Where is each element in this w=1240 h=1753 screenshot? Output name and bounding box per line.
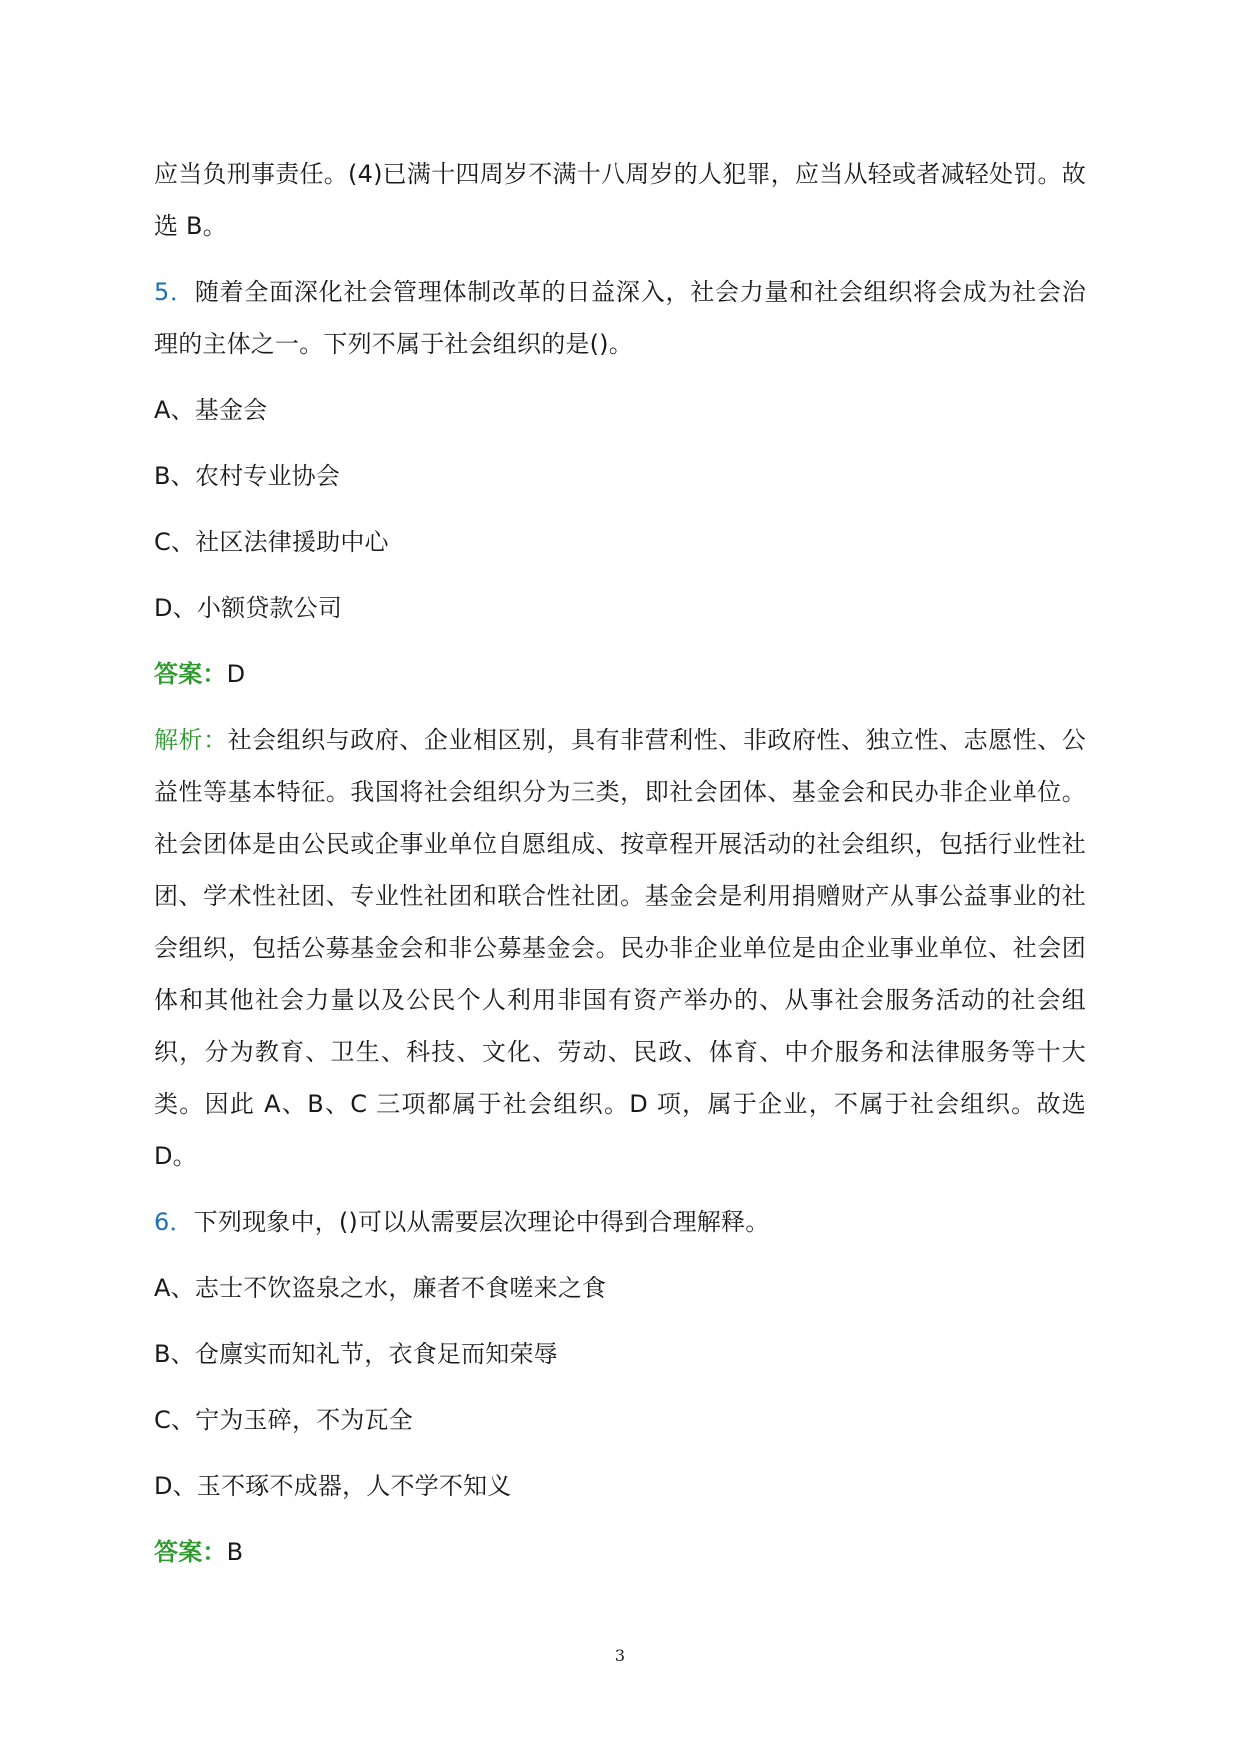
question-6-option-a: A、志士不饮盗泉之水，廉者不食嗟来之食: [154, 1274, 607, 1302]
question-5-option-a: A、基金会: [154, 396, 268, 424]
question-5: [154, 266, 1086, 1182]
question-5-analysis-label: 解析：: [154, 726, 228, 754]
question-5-stem: [154, 266, 1086, 370]
question-5-analysis-text: 社会组织与政府、企业相区别，具有非营利性、非政府性、独立性、志愿性、公益性等基本特征。我国将社会组织分为三类，即社会团体、基金会和民办非企业单位。社会团体是由公民或企事业单位自愿组成、按章程开展活动的社会组织，包括行业性社团、学术性社团、专业性社团和联合性社团。基金会是利用捐赠财产从事公益事业的社会组织，包括公募基金会和非公募基金会。民办非企业单位是由企业事业单位、社会团体和其他社会力量以及公民个人利用非国有资产举办的、从事社会服务活动的社会组织，分为教育、卫生、科技、文化、劳动、民政、体育、中介服务和法律服务等十大类。因此 A、B、C 三项都属于社会组织。D 项，属于企业，不属于社会组织。故选 D。: [154, 726, 1086, 1170]
question-5-option-c: C、社区法律援助中心: [154, 528, 389, 556]
question-6-option-d: D、玉不琢不成器，人不学不知义: [154, 1472, 512, 1500]
question-5-analysis: [154, 714, 1086, 1182]
question-6-text: 下列现象中，()可以从需要层次理论中得到合理解释。: [193, 1208, 770, 1236]
question-6-stem: [154, 1196, 1086, 1248]
previous-analysis-tail: [154, 148, 1086, 252]
page-number: 3: [614, 1646, 626, 1665]
question-5-option-b: B、农村专业协会: [154, 462, 341, 490]
question-6-answer-label: 答案：: [154, 1538, 227, 1566]
question-6-option-c: C、宁为玉碎，不为瓦全: [154, 1406, 413, 1434]
previous-analysis-text: 应当负刑事责任。(4)已满十四周岁不满十八周岁的人犯罪，应当从轻或者减轻处罚。故选 B。: [154, 160, 1086, 240]
question-5-number: 5．: [154, 278, 195, 306]
question-6-answer: [154, 1526, 1086, 1578]
question-6-answer-value: B: [226, 1538, 244, 1566]
question-6-option-b: B、仓廪实而知礼节，衣食足而知荣辱: [154, 1340, 558, 1368]
document-body: [154, 148, 1086, 1592]
question-5-answer: [154, 648, 1086, 700]
question-5-text: 随着全面深化社会管理体制改革的日益深入，社会力量和社会组织将会成为社会治理的主体之一。下列不属于社会组织的是()。: [154, 278, 1086, 358]
question-5-answer-value: D: [226, 660, 246, 688]
question-6: [154, 1196, 1086, 1578]
question-6-number: 6．: [154, 1208, 194, 1236]
question-5-option-d: D、小额贷款公司: [154, 594, 343, 622]
question-5-answer-label: 答案：: [154, 660, 227, 688]
